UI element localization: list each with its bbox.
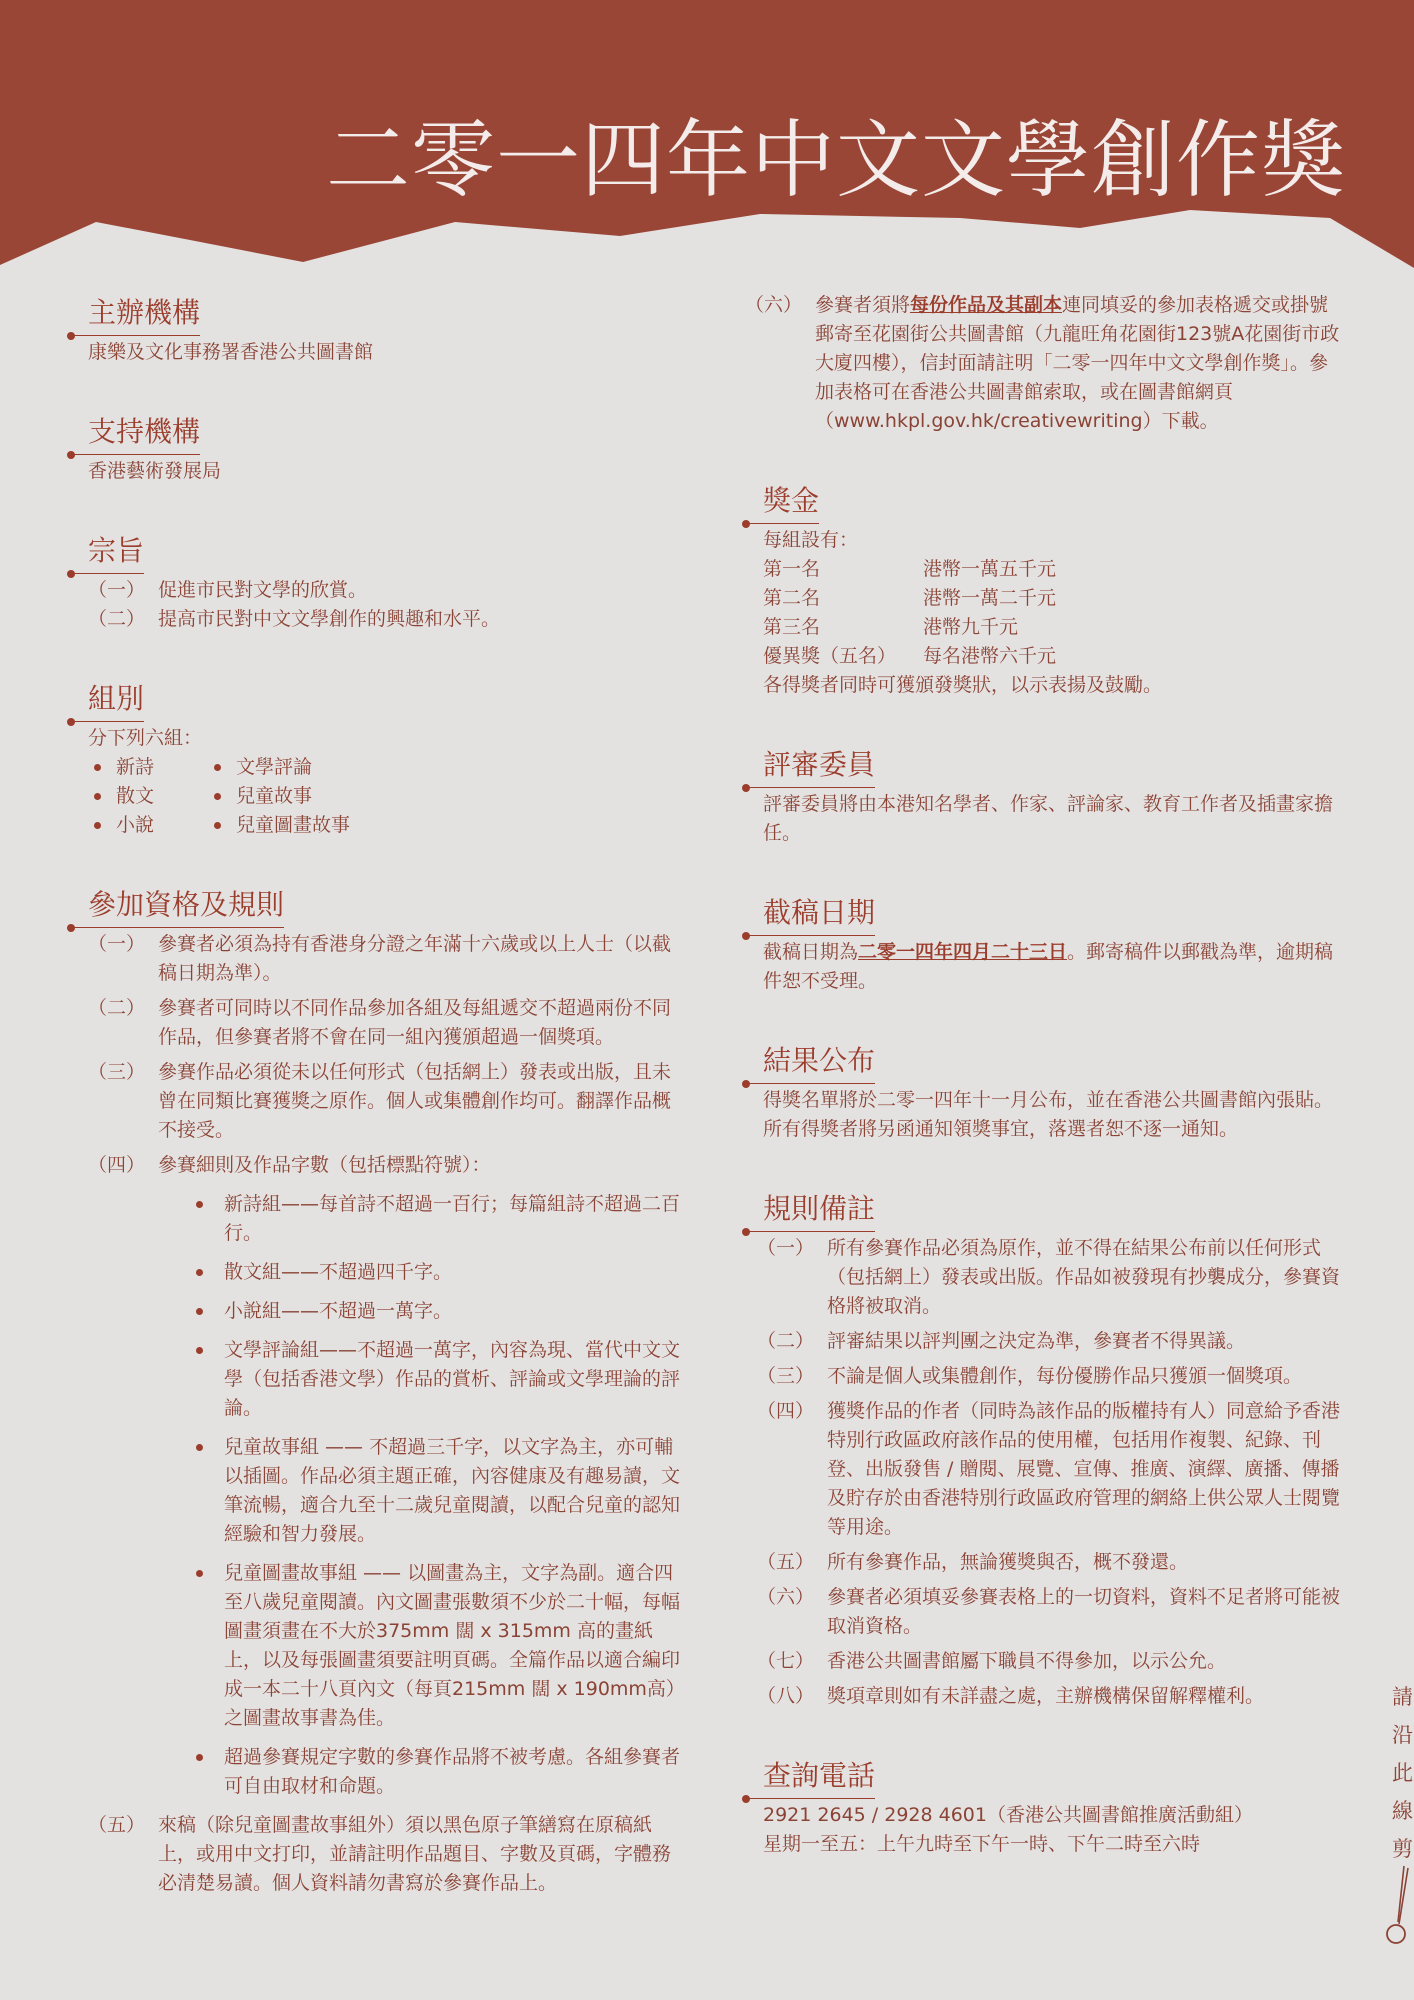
deadline-section — [745, 892, 1345, 996]
judges-section — [745, 744, 1345, 848]
list-item: （五） 所有參賽作品，無論獲獎與否，概不發還。 — [757, 1551, 1189, 1573]
judges-text: 評審委員將由本港知名學者、作家、評論家、教育工作者及插畫家擔任。 — [763, 793, 1334, 844]
enquiry-phone: 2921 2645 / 2928 4601（香港公共圖書館推廣活動組） — [763, 1804, 1253, 1826]
section-heading: 獎金 — [763, 480, 819, 524]
supporter-section — [70, 411, 680, 486]
list-item: 小說組——不超過一萬字。 — [196, 1297, 680, 1326]
supporter-text: 香港藝術發展局 — [88, 460, 222, 482]
list-item: （七） 香港公共圖書館屬下職員不得參加，以示公允。 — [757, 1650, 1227, 1672]
prize-rank: 第三名 — [763, 616, 821, 638]
prize-rank: 第二名 — [763, 587, 821, 609]
section-heading: 截稿日期 — [763, 892, 875, 936]
section-heading: 組別 — [88, 678, 144, 722]
categories-section — [70, 678, 680, 840]
list-item: 散文組——不超過四千字。 — [196, 1258, 680, 1287]
list-item: 文學評論組——不超過一萬字，內容為現、當代中文文學（包括香港文學）作品的賞析、評論或文學理論的評論。 — [196, 1336, 680, 1423]
list-item: 兒童故事組 —— 不超過三千字，以文字為主，亦可輔以插圖。作品必須主題正確，內容健康及有趣易讀，文筆流暢，適合九至十二歲兒童閱讀，以配合兒童的認知經驗和智力發展。 — [196, 1433, 680, 1549]
prize-amount: 港幣一萬二千元 — [923, 587, 1057, 609]
list-item: （四） 參賽細則及作品字數（包括標點符號）： — [88, 1154, 491, 1176]
section-heading: 主辦機構 — [88, 292, 200, 336]
list-item: 兒童故事 — [214, 782, 394, 811]
prizes-section — [745, 480, 1345, 700]
enquiry-hours: 星期一至五：上午九時至下午一時、下午二時至六時 — [763, 1833, 1201, 1855]
section-heading: 參加資格及規則 — [88, 884, 284, 928]
prize-amount: 港幣一萬五千元 — [923, 558, 1057, 580]
section-heading: 結果公布 — [763, 1040, 875, 1084]
emphasis-text: 每份作品及其副本 — [910, 294, 1063, 316]
deadline-date: 二零一四年四月二十三日 — [858, 941, 1068, 963]
prize-amount: 每名港幣六千元 — [923, 645, 1057, 667]
list-item: （二） 參賽者可同時以不同作品參加各組及每組遞交不超過兩份不同作品，但參賽者將不會在同一組內獲頒超過一個獎項。 — [88, 997, 672, 1048]
page-title: 二零一四年中文文學創作獎 — [325, 111, 1346, 209]
results-text: 得獎名單將於二零一四年十一月公布，並在香港公共圖書館內張貼。所有得獎者將另函通知領獎事宜，落選者恕不逐一通知。 — [763, 1089, 1334, 1140]
organizer-text: 康樂及文化事務署香港公共圖書館 — [88, 341, 374, 363]
list-item: （一） 促進市民對文學的欣賞。 — [88, 579, 368, 601]
cut-along-line-note: 請沿此線剪 — [1392, 1685, 1413, 1861]
scissors-icon — [1384, 1864, 1410, 1948]
prize-rank: 優異獎（五名） — [763, 645, 897, 667]
list-item: （五） 來稿（除兒童圖畫故事組外）須以黑色原子筆繕寫在原稿紙上，或用中文打印，並請註明作品題目、字數及頁碼，字體務必清楚易讀。個人資料請勿書寫於參賽作品上。 — [88, 1814, 672, 1894]
list-item: （三） 參賽作品必須從未以任何形式（包括網上）發表或出版，且未曾在同類比賽獲獎之原作。個人或集體創作均可。翻譯作品概不接受。 — [88, 1061, 672, 1141]
prize-table — [763, 555, 1345, 671]
rules-section — [70, 884, 680, 1898]
prize-amount: 港幣九千元 — [923, 616, 1019, 638]
list-item: 新詩組——每首詩不超過一百行；每篇組詩不超過二百行。 — [196, 1190, 680, 1248]
list-item: （八） 獎項章則如有未詳盡之處，主辦機構保留解釋權利。 — [757, 1685, 1265, 1707]
section-heading: 查詢電話 — [763, 1755, 875, 1799]
list-item: （六） 參賽者必須填妥參賽表格上的一切資料，資料不足者將可能被取消資格。 — [757, 1586, 1341, 1637]
section-heading: 支持機構 — [88, 411, 200, 455]
list-item: 兒童圖畫故事組 —— 以圖畫為主，文字為副。適合四至八歲兒童閱讀。內文圖畫張數須不少於二十幅，每幅圖畫須畫在不大於375mm 闊 x 315mm 高的畫紙上，以及每張圖畫須要註明頁碼。全篇作品以適合編印成一本二十八頁內文（每頁215mm 闊 x 190mm高）之圖畫故事書為佳。 — [196, 1559, 680, 1733]
section-heading: 評審委員 — [763, 744, 875, 788]
list-item: 新詩 — [94, 753, 214, 782]
list-item: （二） 提高市民對中文文學創作的興趣和水平。 — [88, 608, 501, 630]
section-heading: 規則備註 — [763, 1188, 875, 1232]
results-section — [745, 1040, 1345, 1144]
deadline-text: 截稿日期為二零一四年四月二十三日。郵寄稿件以郵戳為準，逾期稿件恕不受理。 — [763, 941, 1334, 992]
details-list — [88, 1190, 680, 1801]
right-column — [745, 291, 1345, 1903]
enquiry-section — [745, 1755, 1345, 1859]
list-item: 超過參賽規定字數的參賽作品將不被考慮。各組參賽者可自由取材和命題。 — [196, 1743, 680, 1801]
list-item: （六） 參賽者須將每份作品及其副本連同填妥的參加表格遞交或掛號郵寄至花園街公共圖書館（九龍旺角花園街123號A花園街市政大廈四樓），信封面請註明「二零一四年中文文學創作獎」。參加表格可在香港公共圖書館索取，或在圖書館網頁（www.hkpl.gov.hk/creativewriting）下載。 — [745, 294, 1340, 432]
category-list — [88, 753, 680, 840]
list-item: （四） 獲獎作品的作者（同時為該作品的版權持有人）同意給予香港特別行政區政府該作品的使用權，包括用作複製、紀錄、刊登、出版發售 / 贈閱、展覽、宣傳、推廣、演繹、廣播、傳播及貯存於由香港特別行政區政府管理的網絡上供公眾人士閱覽等用途。 — [757, 1400, 1341, 1538]
list-item: （二） 評審結果以評判團之決定為準，參賽者不得異議。 — [757, 1330, 1246, 1352]
section-heading: 宗旨 — [88, 530, 144, 574]
list-item: 文學評論 — [214, 753, 394, 782]
list-item: 兒童圖畫故事 — [214, 811, 394, 840]
list-item: （一） 所有參賽作品必須為原作，並不得在結果公布前以任何形式（包括網上）發表或出版。作品如被發現有抄襲成分，參賽資格將被取消。 — [757, 1237, 1341, 1317]
list-item: （三） 不論是個人或集體創作，每份優勝作品只獲頒一個獎項。 — [757, 1365, 1303, 1387]
prize-rank: 第一名 — [763, 558, 821, 580]
prizes-note: 各得獎者同時可獲頒發獎狀，以示表揚及鼓勵。 — [763, 674, 1163, 696]
notes-section — [745, 1188, 1345, 1711]
list-item: 散文 — [94, 782, 214, 811]
submission-section — [745, 291, 1345, 436]
list-item: 小說 — [94, 811, 214, 840]
list-item: （一） 參賽者必須為持有香港身分證之年滿十六歲或以上人士（以截稿日期為準）。 — [88, 933, 672, 984]
categories-intro: 分下列六組： — [88, 727, 203, 749]
organizer-section — [70, 292, 680, 367]
prizes-intro: 每組設有： — [763, 529, 859, 551]
purpose-section — [70, 530, 680, 634]
left-column — [70, 292, 680, 1942]
